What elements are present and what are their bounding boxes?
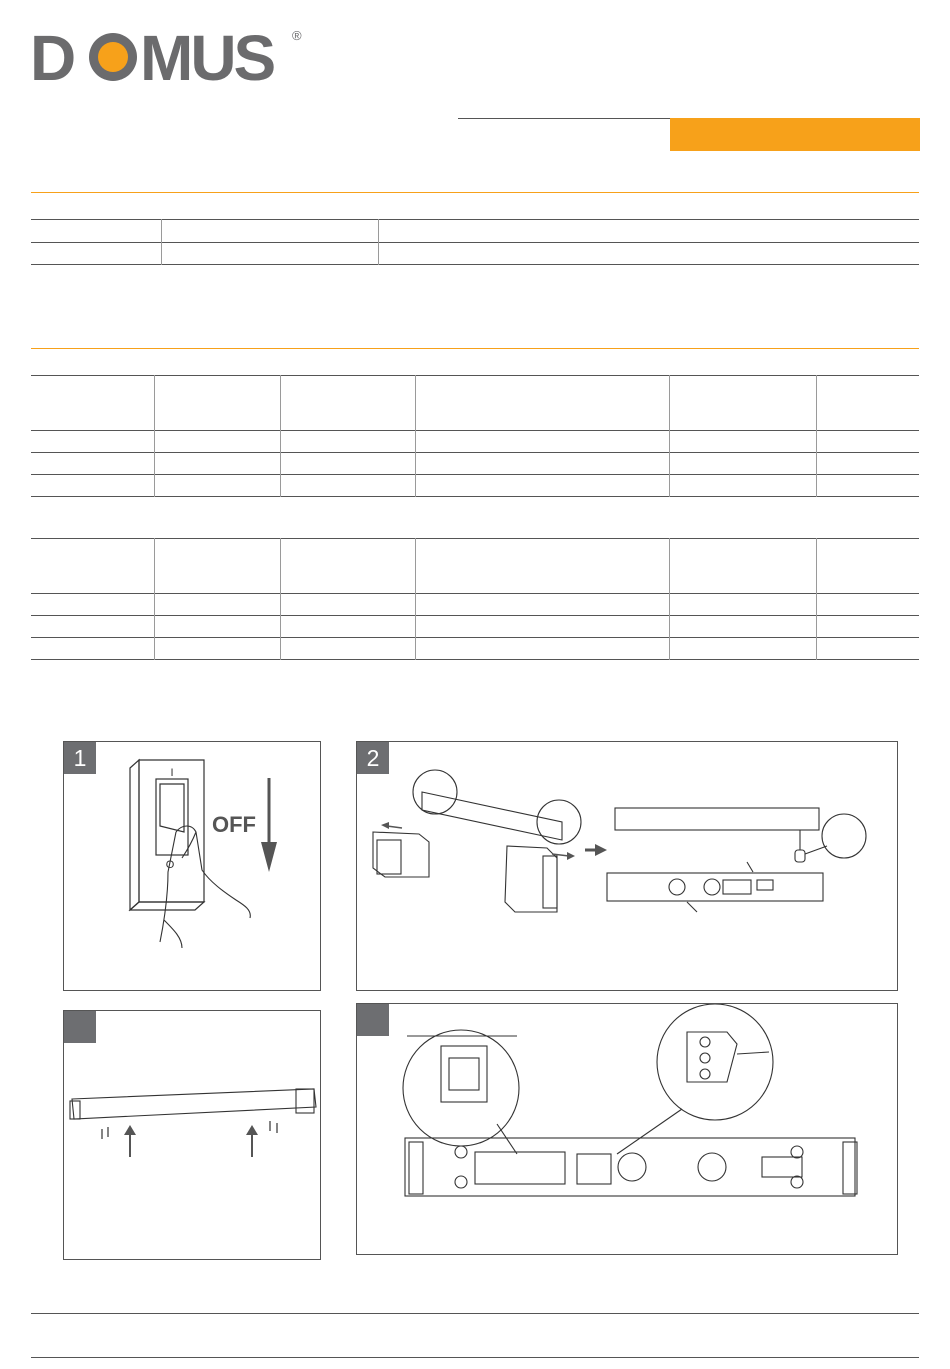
step-panel-1 bbox=[63, 741, 321, 991]
step-panel-2 bbox=[356, 741, 898, 991]
up-arrow-icon bbox=[246, 1125, 258, 1157]
fixture-body-diagram bbox=[405, 1109, 857, 1196]
fixture-end-caps-diagram bbox=[373, 770, 581, 912]
footer-rule-top bbox=[31, 1313, 919, 1314]
step-1-illustration bbox=[64, 742, 320, 990]
footer-rule-bottom bbox=[31, 1357, 919, 1358]
off-label: OFF bbox=[212, 812, 256, 837]
hand-icon bbox=[160, 826, 250, 948]
table-row bbox=[31, 638, 919, 660]
table-header-row bbox=[31, 376, 919, 431]
domus-logo bbox=[30, 26, 320, 86]
up-arrow-icon bbox=[124, 1125, 136, 1157]
left-arrow-icon bbox=[381, 822, 402, 829]
table-row bbox=[31, 616, 919, 638]
table-row bbox=[31, 243, 919, 265]
step-panel-4 bbox=[356, 1003, 898, 1255]
fixture-mounting-diagram bbox=[70, 1089, 316, 1119]
table-row bbox=[31, 594, 919, 616]
right-arrow-icon bbox=[585, 844, 607, 856]
spec-table-2 bbox=[31, 538, 919, 660]
table-row bbox=[31, 475, 919, 497]
terminal-detail-callout bbox=[657, 1004, 773, 1120]
header-rule bbox=[458, 118, 670, 119]
logo-letters-mus: MUS bbox=[140, 26, 274, 86]
step-3-illustration bbox=[64, 1011, 320, 1259]
switch-detail-callout bbox=[403, 1030, 519, 1146]
switch-off-symbol: O bbox=[165, 859, 175, 871]
logo-orange-dot bbox=[98, 42, 128, 72]
table-row bbox=[31, 453, 919, 475]
table-header-row bbox=[31, 539, 919, 594]
down-arrow-icon bbox=[261, 778, 277, 872]
spec-table-1 bbox=[31, 375, 919, 497]
registered-mark: ® bbox=[292, 28, 302, 43]
product-table bbox=[31, 219, 919, 265]
fixture-body-diagram bbox=[607, 808, 866, 912]
step-number-2: 2 bbox=[357, 742, 389, 774]
step-4-illustration bbox=[357, 1004, 897, 1254]
table-header-row bbox=[31, 220, 919, 243]
logo-letter-d: D bbox=[30, 26, 74, 86]
table-row bbox=[31, 431, 919, 453]
header-orange-bar bbox=[670, 118, 920, 151]
switch-on-symbol: I bbox=[170, 767, 174, 779]
section-divider-1 bbox=[31, 192, 919, 193]
step-number-1: 1 bbox=[64, 742, 96, 774]
step-panel-3 bbox=[63, 1010, 321, 1260]
section-divider-2 bbox=[31, 348, 919, 349]
step-2-illustration bbox=[357, 742, 897, 990]
